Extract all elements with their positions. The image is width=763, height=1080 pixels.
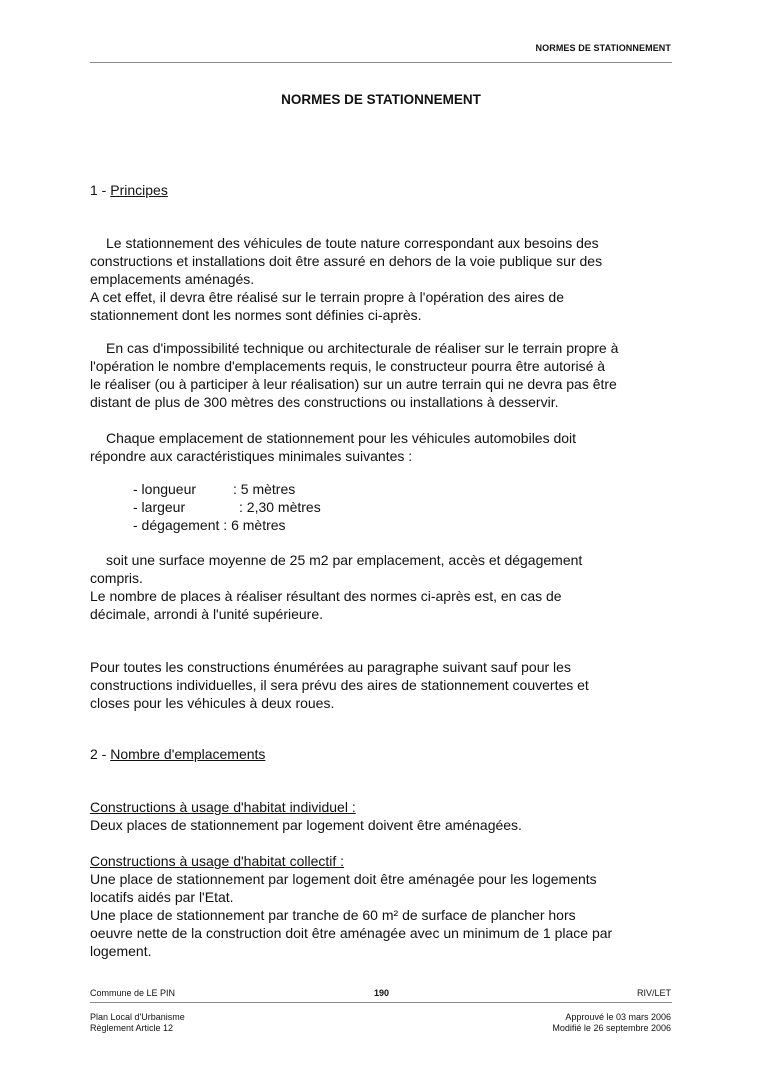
footer-page-number: 190: [373, 988, 390, 998]
running-header: NORMES DE STATIONNEMENT: [535, 43, 671, 53]
paragraph-line: En cas d'impossibilité technique ou architecturale de réaliser sur le terrain propre à: [106, 340, 619, 356]
subsection-collective-para-2: [90, 906, 672, 960]
paragraph-6: [90, 587, 672, 623]
paragraph-line: stationnement dont les normes sont définies ci-après.: [90, 307, 422, 323]
paragraph-line: closes pour les véhicules à deux roues.: [90, 695, 335, 711]
paragraph-3: [90, 339, 672, 411]
subsection-collective-para-1: [90, 870, 672, 906]
paragraph-line: distant de plus de 300 mètres des constructions ou installations à desservir.: [90, 394, 559, 410]
section-1-number: 1 -: [90, 182, 111, 198]
paragraph-line: Deux places de stationnement par logement doivent être aménagées.: [90, 817, 522, 833]
dimension-label: - longueur: [133, 481, 197, 497]
footer-modified-date: Modifié le 26 septembre 2006: [552, 1023, 671, 1033]
dimension-row: [133, 498, 321, 516]
footer-article: Règlement Article 12: [90, 1023, 174, 1033]
paragraph-2: [90, 288, 672, 324]
paragraph-4: [90, 429, 672, 465]
section-2-heading: [90, 745, 265, 763]
dimension-label: - dégagement: [133, 517, 220, 533]
paragraph-1: [90, 234, 672, 288]
dimension-value: : 5 mètres: [233, 481, 296, 497]
dimension-label: - largeur: [133, 499, 186, 515]
paragraph-line: Chaque emplacement de stationnement pour les véhicules automobiles doit: [106, 430, 577, 446]
section-1-heading: [90, 181, 168, 199]
paragraph-line: oeuvre nette de la construction doit être aménagée avec un minimum de 1 place par: [90, 925, 613, 941]
paragraph-line: compris.: [90, 570, 143, 586]
paragraph-line: décimale, arrondi à l'unité supérieure.: [90, 606, 324, 622]
dimension-value: : 6 mètres: [219, 517, 286, 533]
section-2-title: Nombre d'emplacements: [110, 746, 266, 762]
paragraph-line: Pour toutes les constructions énumérées au paragraphe suivant sauf pour les: [90, 659, 571, 675]
paragraph-line: constructions individuelles, il sera prévu des aires de stationnement couvertes et: [90, 677, 589, 693]
dimension-row: [133, 480, 321, 498]
paragraph-line: constructions et installations doit être assuré en dehors de la voie publique sur des: [90, 253, 603, 269]
paragraph-line: Une place de stationnement par logement doit être aménagée pour les logements: [90, 871, 597, 887]
paragraph-line: Une place de stationnement par tranche de 60 m² de surface de plancher hors: [90, 907, 576, 923]
paragraph-line: Le stationnement des véhicules de toute nature correspondant aux besoins des: [106, 235, 599, 251]
dimension-list: [133, 480, 321, 534]
paragraph-7: [90, 658, 672, 712]
paragraph-line: l'opération le nombre d'emplacements requis, le constructeur pourra être autorisé à: [90, 358, 606, 374]
paragraph-line: A cet effet, il devra être réalisé sur le terrain propre à l'opération des aires de: [90, 289, 565, 305]
dimension-value: : 2,30 mètres: [239, 499, 321, 515]
section-1-title: Principes: [110, 182, 168, 198]
paragraph-line: locatifs aidés par l'Etat.: [90, 889, 234, 905]
paragraph-line: le réaliser (ou à participer à leur réalisation) sur un autre terrain qui ne devra pas être: [90, 376, 617, 392]
paragraph-line: emplacements aménagés.: [90, 271, 255, 287]
section-2-number: 2 -: [90, 746, 111, 762]
footer-plan: Plan Local d'Urbanisme: [90, 1012, 185, 1022]
subsection-individual-heading: Constructions à usage d'habitat individuel :: [90, 799, 356, 815]
footer-approved-date: Approuvé le 03 mars 2006: [565, 1012, 671, 1022]
footer-reference: RIV/LET: [636, 988, 671, 998]
footer-rule: [90, 1002, 672, 1003]
subsection-collective-heading: Constructions à usage d'habitat collectif :: [90, 853, 345, 869]
footer-commune: Commune de LE PIN: [90, 988, 176, 998]
paragraph-line: répondre aux caractéristiques minimales suivantes :: [90, 448, 413, 464]
page-title: NORMES DE STATIONNEMENT: [281, 92, 481, 107]
paragraph-5: [90, 551, 672, 587]
dimension-row: [133, 516, 321, 534]
paragraph-line: soit une surface moyenne de 25 m2 par emplacement, accès et dégagement: [106, 552, 583, 568]
paragraph-line: Le nombre de places à réaliser résultant des normes ci-après est, en cas de: [90, 588, 562, 604]
subsection-individual-text: [90, 816, 672, 834]
paragraph-line: logement.: [90, 943, 152, 959]
header-rule: [90, 62, 672, 63]
